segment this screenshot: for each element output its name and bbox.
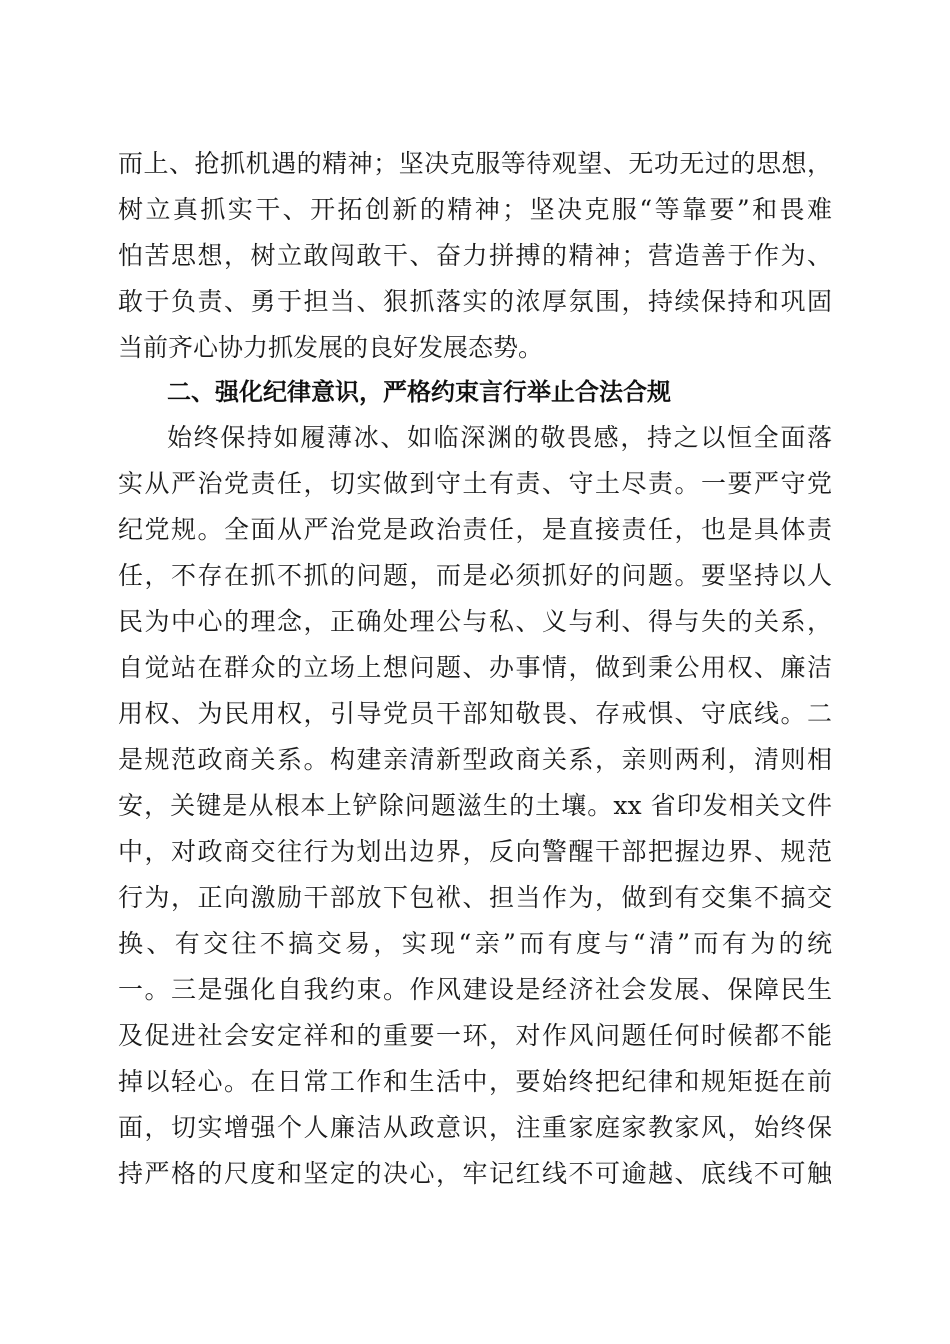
paragraph-line: 树立真抓实干、开拓创新的精神；坚决克服“等靠要”和畏难 — [118, 195, 832, 224]
paragraph-line: 当前齐心协力抓发展的良好发展态势。 — [118, 333, 544, 362]
paragraph-line: 纪党规。全面从严治党是政治责任，是直接责任，也是具体责 — [118, 515, 832, 544]
paragraph-line: 一。三是强化自我约束。作风建设是经济社会发展、保障民生 — [118, 975, 832, 1004]
paragraph-line: 中，对政商交往行为划出边界，反向警醒干部把握边界、规范 — [118, 837, 832, 866]
section-heading: 二、强化纪律意识，严格约束言行举止合法合规 — [167, 378, 671, 406]
paragraph-line: 持严格的尺度和坚定的决心，牢记红线不可逾越、底线不可触 — [118, 1159, 832, 1188]
paragraph-line: 自觉站在群众的立场上想问题、办事情，做到秉公用权、廉洁 — [118, 653, 832, 682]
paragraph-line: 任，不存在抓不抓的问题，而是必须抓好的问题。要坚持以人 — [118, 561, 832, 590]
paragraph-line: 怕苦思想，树立敢闯敢干、奋力拼搏的精神；营造善于作为、 — [118, 241, 832, 270]
paragraph-line: 面，切实增强个人廉洁从政意识，注重家庭家教家风，始终保 — [118, 1113, 832, 1142]
paragraph-line: 实从严治党责任，切实做到守土有责、守土尽责。一要严守党 — [118, 469, 832, 498]
paragraph-line: 敢于负责、勇于担当、狠抓落实的浓厚氛围，持续保持和巩固 — [118, 287, 832, 316]
paragraph-line: 行为，正向激励干部放下包袱、担当作为，做到有交集不搞交 — [118, 883, 832, 912]
paragraph-line: 用权、为民用权，引导党员干部知敬畏、存戒惧、守底线。二 — [118, 699, 832, 728]
paragraph-line: 及促进社会安定祥和的重要一环，对作风问题任何时候都不能 — [118, 1021, 832, 1050]
paragraph-line: 民为中心的理念，正确处理公与私、义与利、得与失的关系， — [118, 607, 832, 636]
paragraph-line: 始终保持如履薄冰、如临深渊的敬畏感，持之以恒全面落 — [167, 423, 832, 452]
paragraph-line: 是规范政商关系。构建亲清新型政商关系，亲则两利，清则相 — [118, 745, 832, 774]
paragraph-line: 掉以轻心。在日常工作和生活中，要始终把纪律和规矩挺在前 — [118, 1067, 832, 1096]
paragraph-line: 安，关键是从根本上铲除问题滋生的土壤。xx 省印发相关文件 — [118, 791, 832, 820]
paragraph-line: 换、有交往不搞交易，实现“亲”而有度与“清”而有为的统 — [118, 929, 832, 958]
paragraph-line: 而上、抢抓机遇的精神；坚决克服等待观望、无功无过的思想， — [118, 149, 832, 178]
